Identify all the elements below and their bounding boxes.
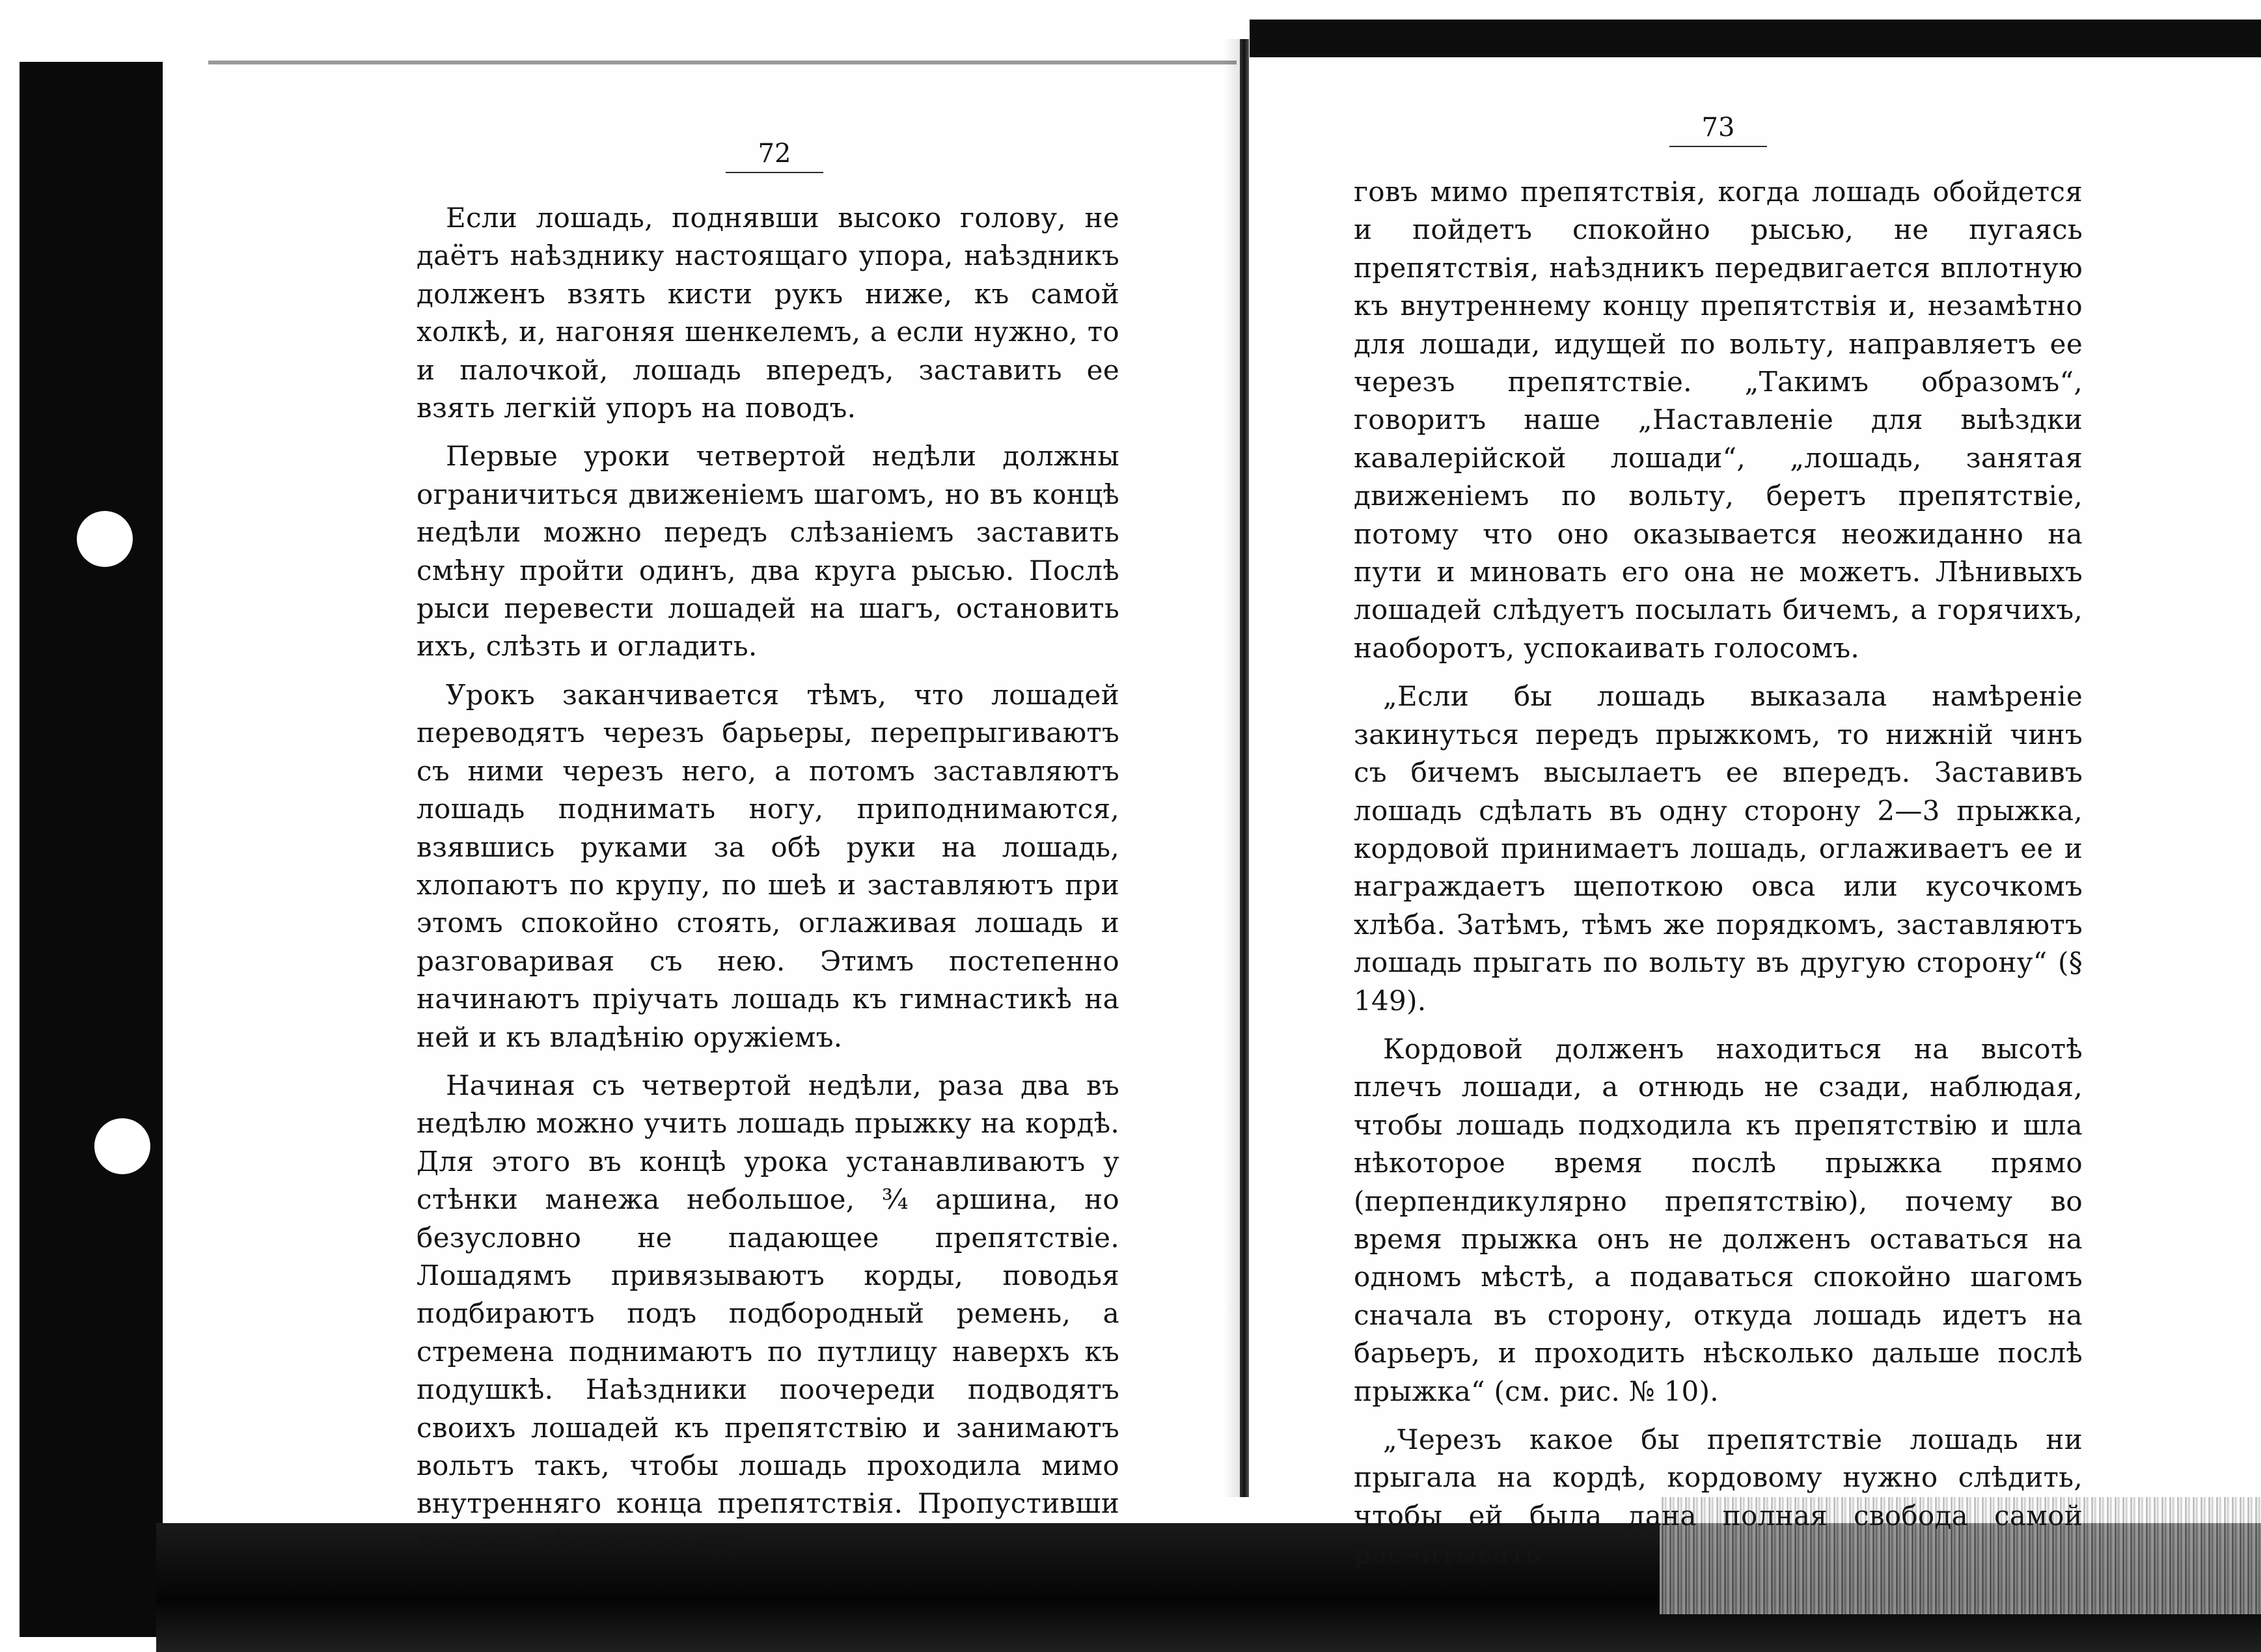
- page-top-edge: [208, 61, 1237, 64]
- right-page-text: [1354, 173, 2083, 1573]
- right-paragraph-4: „Черезъ какое бы препятствіе лошадь ни прыгала на кордѣ, кордовому нужно слѣдить, чтобы ей была дана полная свобода самой расчитывать: [1354, 1424, 2083, 1570]
- left-page-text: [417, 199, 1119, 1561]
- left-paragraph-4: Начиная съ четвертой недѣли, раза два въ недѣлю можно учить лошадь прыжку на кордѣ. Для этого въ концѣ урока устанавливаютъ у стѣнки манежа небольшое, ¾ аршина, но безусловно не падающее препятствіе. Лошадямъ привязываютъ корды, поводья подбираютъ подъ подбородный ремень, а стремена поднимаютъ по путлицу наверхъ къ подушкѣ. Наѣздники поочереди подводятъ своихъ лошадей къ препятствію и занимаютъ вольтъ такъ, чтобы лошадь проходила мимо внутренняго конца препятствія. Пропустивши лошадь нѣсколько кру-: [417, 1069, 1119, 1558]
- punch-hole-top: [77, 511, 133, 567]
- scan-border-top: [1250, 20, 2261, 57]
- left-paragraph-3: Урокъ заканчивается тѣмъ, что лошадей переводятъ черезъ барьеры, перепрыгиваютъ съ ними черезъ него, а потомъ заставляютъ лошадь поднимать ногу, приподнимаются, взявшись руками за обѣ руки на лошадь, хлопаютъ по крупу, по шеѣ и заставляютъ при этомъ спокойно стоять, оглаживая лошадь и разговаривая съ нею. Этимъ постепенно начинаютъ пріучать лошадь къ гимнастикѣ на ней и къ владѣнію оружіемъ.: [417, 678, 1119, 1053]
- left-page-number-text: 72: [726, 137, 824, 173]
- right-paragraph-3: Кордовой долженъ находиться на высотѣ плечъ лошади, а отнюдь не сзади, наблюдая, чтобы лошадь подходила къ препятствію и шла нѣкоторое время послѣ прыжка прямо (перпендикулярно препятствію), почему во время прыжка онъ не долженъ оставаться на одномъ мѣстѣ, а подаваться спокойно шагомъ сначала въ сторону, откуда лошадь идетъ на барьеръ, и проходить нѣсколько дальше послѣ прыжка“ (см. рис. № 10).: [1354, 1032, 2083, 1407]
- punch-hole-bottom: [94, 1118, 150, 1174]
- scan-border-left: [20, 62, 168, 1637]
- left-page-number: [417, 137, 1119, 171]
- right-page: [1354, 111, 2083, 1570]
- left-paragraph-2: Первые уроки четвертой недѣли должны ограничиться движеніемъ шагомъ, но въ концѣ недѣли можно передъ слѣзаніемъ заставить смѣну пройти одинъ, два круга рысью. Послѣ рыси перевести лошадей на шагъ, остановить ихъ, слѣзть и огладить.: [417, 440, 1119, 663]
- left-page: [417, 137, 1119, 1558]
- right-page-number: [1354, 111, 2083, 145]
- right-paragraph-1: говъ мимо препятствія, когда лошадь обойдется и пойдетъ спокойно рысью, не пугаясь препятствія, наѣздникъ передвигается вплотную къ внутреннему концу препятствія и, незамѣтно для лошади, идущей по вольту, направляетъ ее черезъ препятствіе. „Такимъ образомъ“, говоритъ наше „Наставленіе для выѣздки кавалерійской лошади“, „лошадь, занятая движеніемъ по вольту, беретъ препятствіе, потому что оно оказывается неожиданно на пути и миновать его она не можетъ. Лѣнивыхъ лошадей слѣдуетъ посылать бичемъ, а горячихъ, наоборотъ, успокаивать голосомъ.: [1354, 176, 2083, 664]
- right-page-number-text: 73: [1669, 111, 1768, 147]
- right-paragraph-2: „Если бы лошадь выказала намѣреніе закинуться передъ прыжкомъ, то нижній чинъ съ бичемъ высылаетъ ее впередъ. Заставивъ лошадь сдѣлать въ одну сторону 2—3 прыжка, кордовой принимаетъ лошадь, оглаживаетъ ее и награждаетъ щепоткою овса или кусочкомъ хлѣба. Затѣмъ, тѣмъ же порядкомъ, заставляютъ лошадь прыгать по вольту въ другую сторону“ (§ 149).: [1354, 680, 2083, 1017]
- left-paragraph-1: Если лошадь, поднявши высоко голову, не даётъ наѣзднику настоящаго упора, наѣздникъ долженъ взять кисти рукъ ниже, къ самой холкѣ, и, нагоняя шенкелемъ, а если нужно, то и палочкой, лошадь впередъ, заставить ее взять легкій упоръ на поводъ.: [417, 202, 1119, 424]
- book-binding: [1240, 39, 1249, 1497]
